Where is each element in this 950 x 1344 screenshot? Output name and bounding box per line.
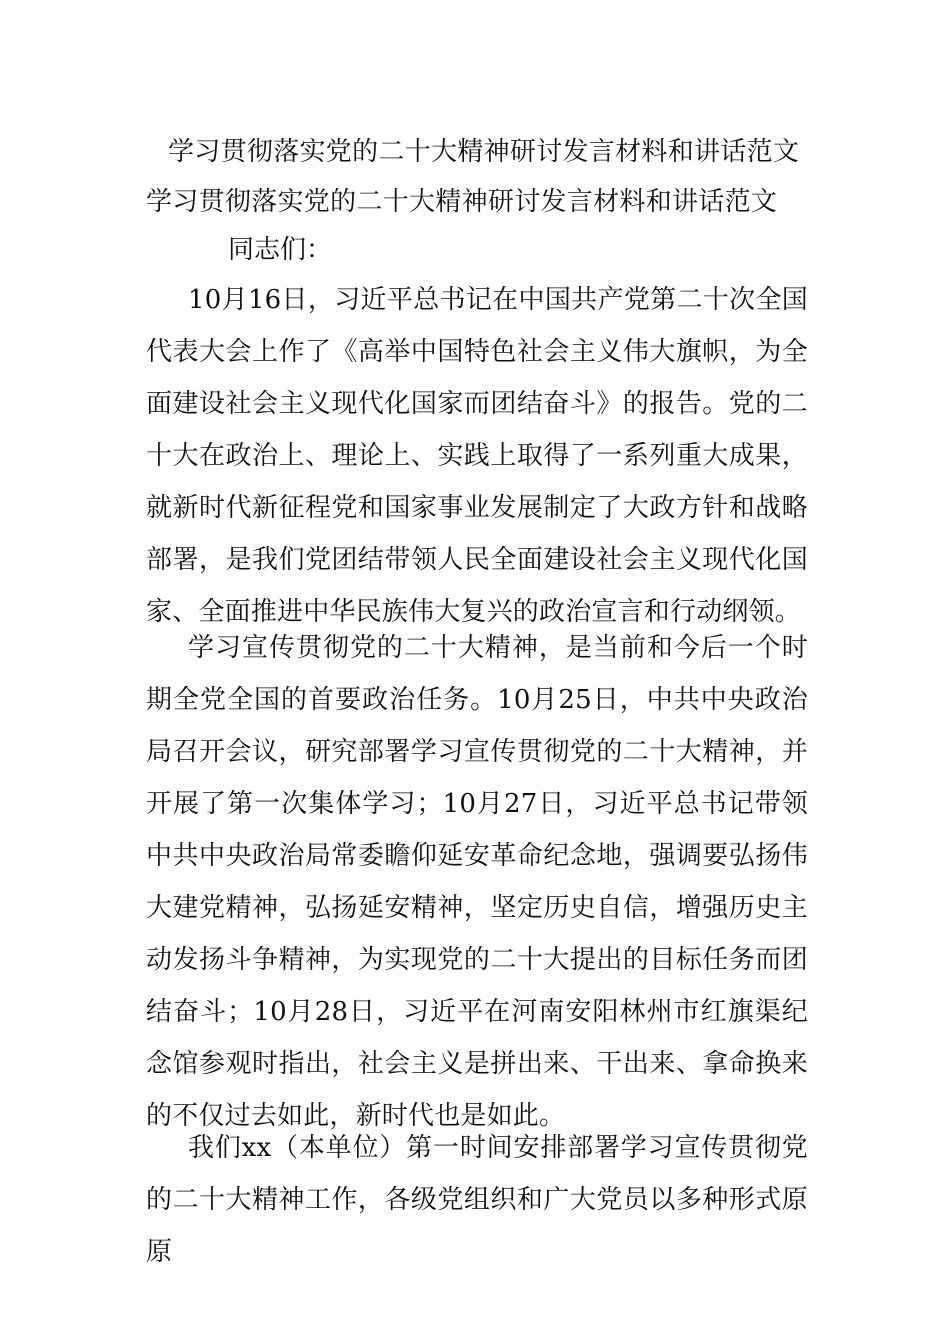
paragraph-1: 10月16日，习近平总书记在中国共产党第二十次全国代表大会上作了《高举中国特色社会主义伟大旗帜，为全面建设社会主义现代化国家而团结奋斗》的报告。党的二十大在政治上、理论上、实践上取得了一系列重大成果，就新时代新征程党和国家事业发展制定了大政方针和战略部署，是我们党团结带领人民全面建设社会主义现代化国家、全面推进中华民族伟大复兴的政治宣言和行动纲领。 <box>146 285 808 627</box>
document-title: 学习贯彻落实党的二十大精神研讨发言材料和讲话范文 <box>168 137 800 167</box>
paragraph-3: 我们xx（本单位）第一时间安排部署学习宣传贯彻党的二十大精神工作，各级党组织和广大党员以多种形式原原 <box>146 1133 808 1267</box>
greeting: 同志们： <box>228 235 333 265</box>
document-subtitle: 学习贯彻落实党的二十大精神研讨发言材料和讲话范文 <box>146 187 778 217</box>
paragraph-2: 学习宣传贯彻党的二十大精神，是当前和今后一个时期全党全国的首要政治任务。10月25日，中共中央政治局召开会议，研究部署学习宣传贯彻党的二十大精神，并开展了第一次集体学习；10月27日，习近平总书记带领中共中央政治局常委瞻仰延安革命纪念地，强调要弘扬伟大建党精神，弘扬延安精神，坚定历史自信，增强历史主动发扬斗争精神，为实现党的二十大提出的目标任务而团结奋斗；10月28日，习近平在河南安阳林州市红旗渠纪念馆参观时指出，社会主义是拼出来、干出来、拿命换来的不仅过去如此，新时代也是如此。 <box>146 633 808 1131</box>
